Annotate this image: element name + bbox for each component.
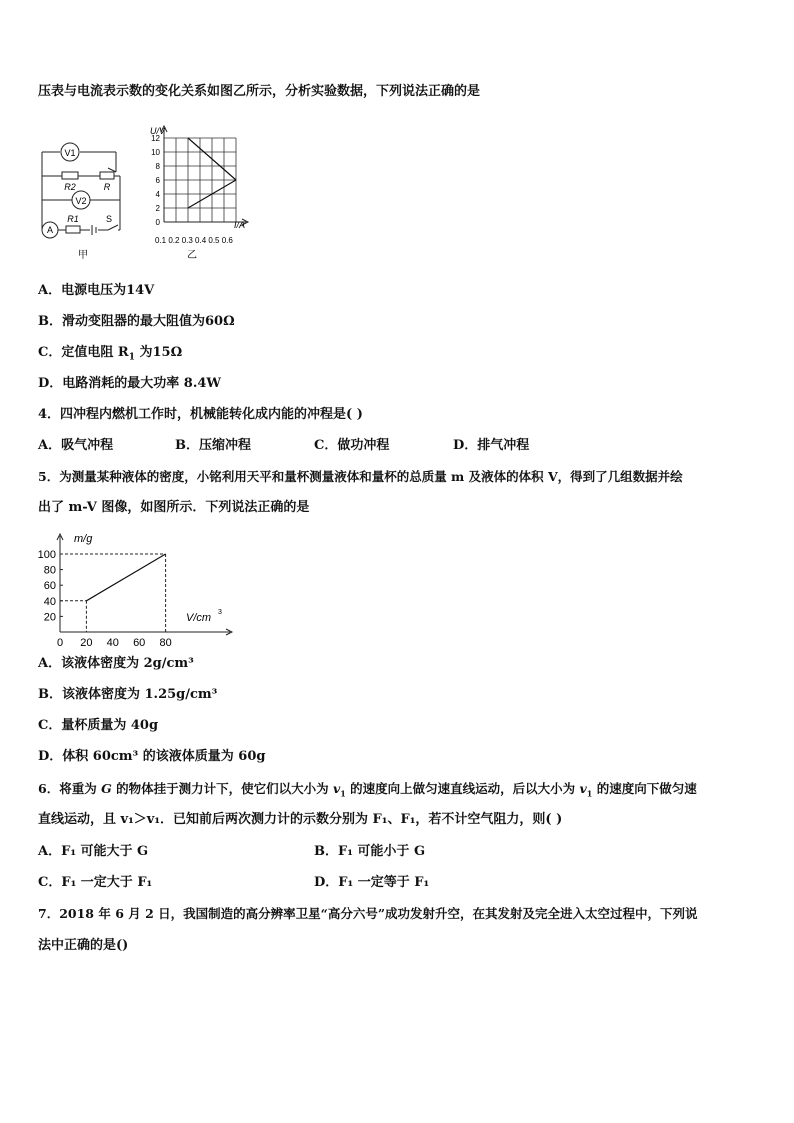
q3-option-b: B．滑动变阻器的最大阻值为60Ω	[38, 314, 235, 329]
q3-option-d: D．电路消耗的最大功率 8.4W	[38, 376, 222, 391]
ui-y-tick-label: 8	[155, 162, 160, 171]
rheostat-r	[100, 172, 114, 179]
mv-series-line	[86, 554, 165, 601]
q5-stem-line2: 出了 m-V 图像，如图所示．下列说法正确的是	[38, 500, 310, 515]
circuit-label-v1: V1	[64, 148, 76, 158]
q3-option-c-tail: 为15Ω	[134, 345, 183, 360]
q6-l1-v2: v	[579, 781, 587, 796]
mv-chart-xlabel: V/cm	[186, 612, 212, 624]
q3-option-a: A．电源电压为14V	[38, 283, 155, 298]
mv-x-tick-label: 40	[106, 637, 119, 648]
q6-l1-i: 的速度向下做匀速	[592, 781, 697, 796]
q3-option-c-sub: 1	[128, 352, 135, 363]
q5-option-c: C．量杯质量为 40g	[38, 718, 159, 733]
ui-y-tick-label: 12	[151, 134, 160, 143]
q6-option-c: C．F₁ 一定大于 F₁	[38, 875, 153, 890]
q6-l1-f: 的速度向上做匀速直线运动，后以大小为	[345, 781, 580, 796]
mv-x-tick-label: 60	[133, 637, 146, 648]
q6-l1-a: 6．将重为	[38, 781, 102, 796]
q6-l1-sub1: 1	[340, 788, 346, 799]
mv-x-tick-label: 0	[56, 637, 64, 648]
resistor-r2	[62, 172, 78, 179]
q6-option-b: B．F₁ 可能小于 G	[314, 844, 426, 859]
q5-option-d: D．体积 60cm³ 的该液体质量为 60g	[38, 749, 266, 764]
mv-chart-xlabel-sup: 3	[218, 609, 222, 616]
circuit-label-s: S	[105, 214, 113, 224]
ui-chart-xticks: 0.1 0.2 0.3 0.4 0.5 0.6	[155, 236, 233, 245]
mv-y-tick-label: 20	[43, 611, 56, 624]
circuit-label-v2: V2	[75, 196, 87, 206]
circuit-label-r1: R1	[67, 214, 79, 224]
ui-chart-xlabel: I/A	[234, 220, 246, 230]
q6-l1-v: v	[332, 781, 341, 796]
ui-chart-ylabel: U/V	[150, 126, 166, 136]
q7-stem-line1: 7．2018 年 6 月 2 日，我国制造的高分辨率卫星“高分六号”成功发射升空，在其发射及完全进入太空过程中，下列说	[38, 906, 698, 921]
q5-option-b: B．该液体密度为 1.25g/cm³	[38, 687, 218, 702]
mv-chart	[36, 528, 236, 648]
mv-x-tick-label: 80	[159, 637, 172, 648]
mv-x-tick-label: 20	[80, 637, 93, 648]
mv-y-tick-label: 40	[43, 595, 56, 608]
ui-y-tick-label: 0	[155, 218, 160, 227]
q4-option-d: D．排气冲程	[453, 438, 530, 453]
ui-y-tick-label: 10	[151, 148, 160, 157]
ui-y-tick-label: 4	[155, 190, 160, 199]
q4-option-c: C．做功冲程	[314, 438, 390, 453]
q4-stem: 4．四冲程内燃机工作时，机械能转化成内能的冲程是( )	[38, 407, 363, 422]
q5-stem-line1: 5．为测量某种液体的密度，小铭利用天平和量杯测量液体和量杯的总质量 m 及液体的体积 V，得到了几组数据并绘	[38, 469, 683, 484]
mv-y-tick-label: 100	[37, 549, 56, 561]
q3-option-c-text: C．定值电阻 R	[38, 345, 129, 360]
mv-y-tick-label: 60	[43, 580, 56, 593]
circuit-diagram	[36, 140, 126, 270]
q3-option-c	[38, 345, 182, 366]
q6-l1-sub2: 1	[586, 788, 593, 799]
q6-stem-line2: 直线运动，且 v₁＞v₁．已知前后两次测力计的示数分别为 F₁、F₁，若不计空气阻力，则( )	[38, 812, 563, 827]
ui-y-tick-label: 6	[155, 176, 160, 185]
resistor-r1	[66, 226, 80, 233]
q6-option-a: A．F₁ 可能大于 G	[38, 844, 149, 859]
ui-y-tick-label: 2	[155, 204, 160, 213]
ui-chart-axes	[161, 126, 248, 225]
circuit-label-a: A	[46, 225, 54, 235]
circuit-label-r: R	[103, 182, 111, 192]
q6-l1-g: G	[101, 781, 112, 796]
ui-chart-caption: 乙	[187, 250, 197, 261]
q4-option-a: A．吸气冲程	[38, 438, 114, 453]
mv-y-tick-label: 80	[43, 564, 56, 577]
q6-stem-line1	[38, 781, 697, 802]
q6-option-d: D．F₁ 一定等于 F₁	[314, 875, 430, 890]
ui-chart-grid	[164, 138, 236, 222]
q7-stem-line2: 法中正确的是()	[38, 938, 129, 953]
circuit-label-r2: R2	[64, 182, 76, 192]
q4-option-b: B．压缩冲程	[175, 438, 251, 453]
question-3-intro: 压表与电流表示数的变化关系如图乙所示，分析实验数据，下列说法正确的是	[38, 84, 481, 99]
circuit-caption: 甲	[78, 250, 88, 261]
q5-option-a: A．该液体密度为 2g/cm³	[38, 656, 194, 671]
q6-l1-c: 的物体挂于测力计下，使它们以大小为	[111, 781, 333, 796]
mv-chart-ylabel: m/g	[74, 533, 93, 545]
ui-chart	[134, 122, 254, 262]
